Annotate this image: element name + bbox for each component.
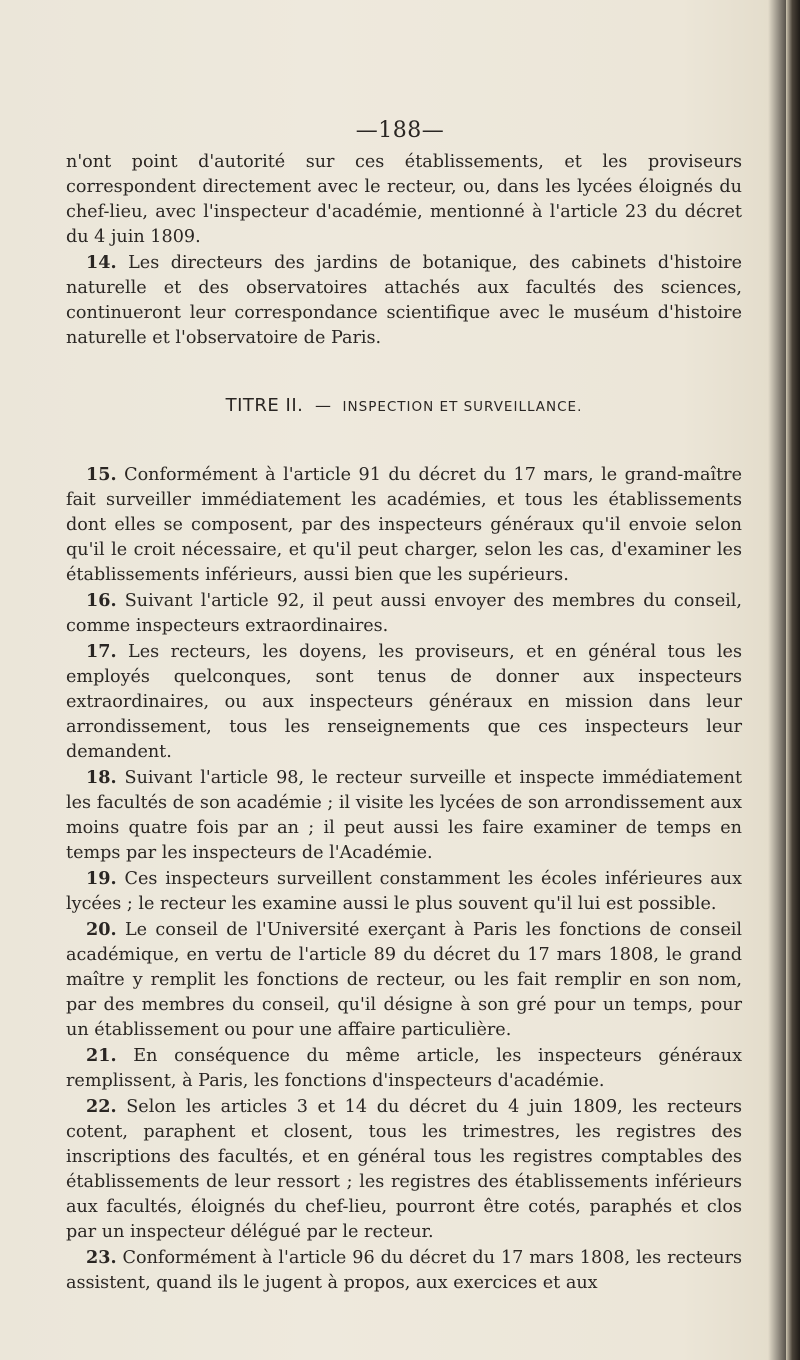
article-text: Suivant l'article 98, le recteur surveille et inspecte immédiatement les facultés de son académie ; il visite les lycées de son arrondissement aux moins quatre fois par an ; il peut aussi les faire examiner de temps en temps par les inspecteurs de l'Académie. (66, 768, 743, 863)
article-text: Ces inspecteurs surveillent constamment les écoles inférieures aux lycées ; le recteur les examine aussi le plus souvent qu'il lui est possible. (66, 869, 742, 914)
article-text: Selon les articles 3 et 14 du décret du 4 juin 1809, les recteurs cotent, paraphent et closent, tous les trimestres, les registres des inscriptions des facultés, et en général tous les registres comptables des établissements de leur ressort ; les registres des établissements inférieurs aux facultés, éloignés du chef-lieu, pourront être cotés, paraphés et clos par un inspecteur délégué par le recteur. (66, 1097, 743, 1242)
article-text: Suivant l'article 92, il peut aussi envoyer des membres du conseil, comme inspecteurs extraordinaires. (66, 591, 742, 636)
article-number: 19. (86, 868, 117, 889)
article-number: 20. (86, 919, 117, 940)
article-16 (66, 588, 742, 639)
article-number: 22. (86, 1096, 117, 1117)
article-number: 23. (86, 1247, 117, 1268)
article-number: 18. (86, 767, 117, 788)
title-subtitle: INSPECTION ET SURVEILLANCE. (342, 399, 583, 415)
article-text: Le conseil de l'Université exerçant à Paris les fonctions de conseil académique, en vertu de l'article 89 du décret du 17 mars 1808, le grand maître y remplit les fonctions de recteur, ou les fait remplir en son nom, par des membres du conseil, qu'il désigne à son gré pour un temps, pour un établissement ou pour une affaire particulière. (66, 920, 742, 1040)
article-14 (66, 250, 742, 351)
article-number: 14. (86, 252, 117, 273)
article-18 (66, 765, 742, 866)
article-text: Conformément à l'article 96 du décret du 17 mars 1808, les recteurs assistent, quand ils le jugent à propos, aux exercices et aux (66, 1248, 743, 1293)
article-text: Les recteurs, les doyens, les proviseurs, et en général tous les employés quelconques, sont tenus de donner aux inspecteurs extraordinaires, ou aux inspecteurs généraux en mission dans leur arrondissement, tous les renseignements que ces inspecteurs leur demandent. (66, 642, 742, 762)
page-number: —188— (355, 118, 445, 143)
page-text (66, 150, 742, 1296)
article-number: 16. (86, 590, 117, 611)
article-number: 17. (86, 641, 117, 662)
article-text: Les directeurs des jardins de botanique, des cabinets d'histoire naturelle et des observatoires attachés aux facultés des sciences, continueront leur correspondance scientifique avec le muséum d'histoire naturelle et l'observatoire de Paris. (66, 253, 743, 348)
article-19 (66, 866, 742, 917)
intro-paragraph: n'ont point d'autorité sur ces établissements, et les proviseurs correspondent directement avec le recteur, ou, dans les lycées éloignés du chef-lieu, avec l'inspecteur d'académie, mentionné à l'article 23 du décret du 4 juin 1809. (66, 152, 742, 247)
article-number: 15. (86, 464, 117, 485)
article-15 (66, 462, 742, 588)
article-22 (66, 1094, 742, 1245)
article-text: En conséquence du même article, les inspecteurs généraux remplissent, à Paris, les fonctions d'inspecteurs d'académie. (66, 1046, 742, 1091)
article-number: 21. (86, 1045, 117, 1066)
title-dash: — (314, 396, 331, 415)
article-text: Conformément à l'article 91 du décret du 17 mars, le grand-maître fait surveiller immédiatement les académies, et tous les établissements dont elles se composent, par des inspecteurs généraux qu'il envoie selon qu'il le croit nécessaire, et qu'il peut charger, selon les cas, d'examiner les établissements inférieurs, aussi bien que les supérieurs. (66, 465, 743, 585)
book-spine-edge (786, 0, 800, 1360)
section-title (66, 393, 742, 420)
article-23 (66, 1245, 742, 1296)
article-20 (66, 917, 742, 1043)
article-21 (66, 1043, 742, 1094)
title-label: TITRE II. (225, 395, 304, 416)
article-17 (66, 639, 742, 765)
